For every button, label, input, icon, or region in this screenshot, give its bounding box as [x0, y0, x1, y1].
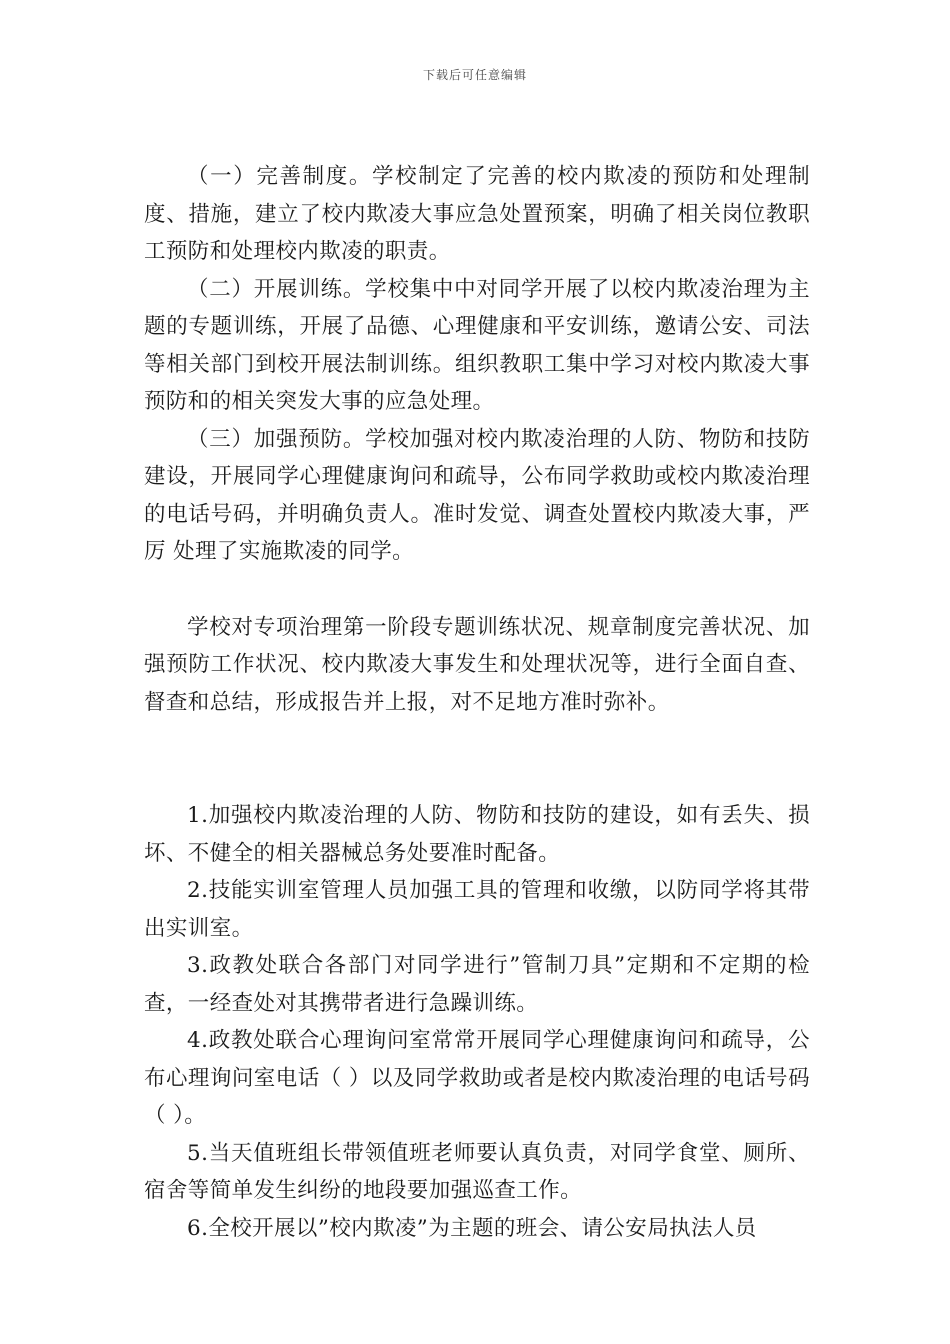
section-gap	[144, 721, 810, 797]
paragraph-strengthen-prevention: （三）加强预防。学校加强对校内欺凌治理的人防、物防和技防建设，开展同学心理健康询问和疏导，公布同学救助或校内欺凌治理的电话号码，并明确负责人。准时发觉、调查处置校内欺凌大事，严厉 处理了实施欺凌的同学。	[144, 426, 810, 564]
section-gap	[144, 571, 810, 609]
page-header-note: 下载后可任意编辑	[422, 68, 527, 82]
list-item-2: 2.技能实训室管理人员加强工具的管理和收缴，以防同学将其带出实训室。	[144, 878, 810, 941]
paragraph-carry-out-training: （二）开展训练。学校集中中对同学开展了以校内欺凌治理为主题的专题训练，开展了品德、心理健康和平安训练，邀请公安、司法等相关部门到校开展法制训练。组织教职工集中学习对校内欺凌大事预防和的相关突发大事的应急处理。	[144, 276, 810, 414]
paragraph-improve-system: （一）完善制度。学校制定了完善的校内欺凌的预防和处理制度、措施，建立了校内欺凌大事应急处置预案，明确了相关岗位教职工预防和处理校内欺凌的职责。	[144, 164, 810, 264]
list-item-3: 3.政教处联合各部门对同学进行”管制刀具”定期和不定期的检查，一经查处对其携带者进行急躁训练。	[144, 953, 810, 1016]
list-item-4: 4.政教处联合心理询问室常常开展同学心理健康询问和疏导，公布心理询问室电话（ ）以及同学救助或者是校内欺凌治理的电话号码（ ）。	[144, 1028, 810, 1128]
paragraph-self-inspection: 学校对专项治理第一阶段专题训练状况、规章制度完善状况、加强预防工作状况、校内欺凌大事发生和处理状况等，进行全面自查、督查和总结，形成报告并上报，对不足地方准时弥补。	[144, 614, 810, 715]
list-item-6: 6.全校开展以”校内欺凌”为主题的班会、请公安局执法人员	[187, 1215, 757, 1241]
document-body	[144, 158, 810, 1247]
list-item-1: 1.加强校内欺凌治理的人防、物防和技防的建设，如有丢失、损坏、不健全的相关器械总务处要准时配备。	[144, 803, 810, 866]
list-item-5: 5.当天值班组长带领值班老师要认真负责，对同学食堂、厕所、宿舍等简单发生纠纷的地段要加强巡查工作。	[144, 1140, 810, 1203]
